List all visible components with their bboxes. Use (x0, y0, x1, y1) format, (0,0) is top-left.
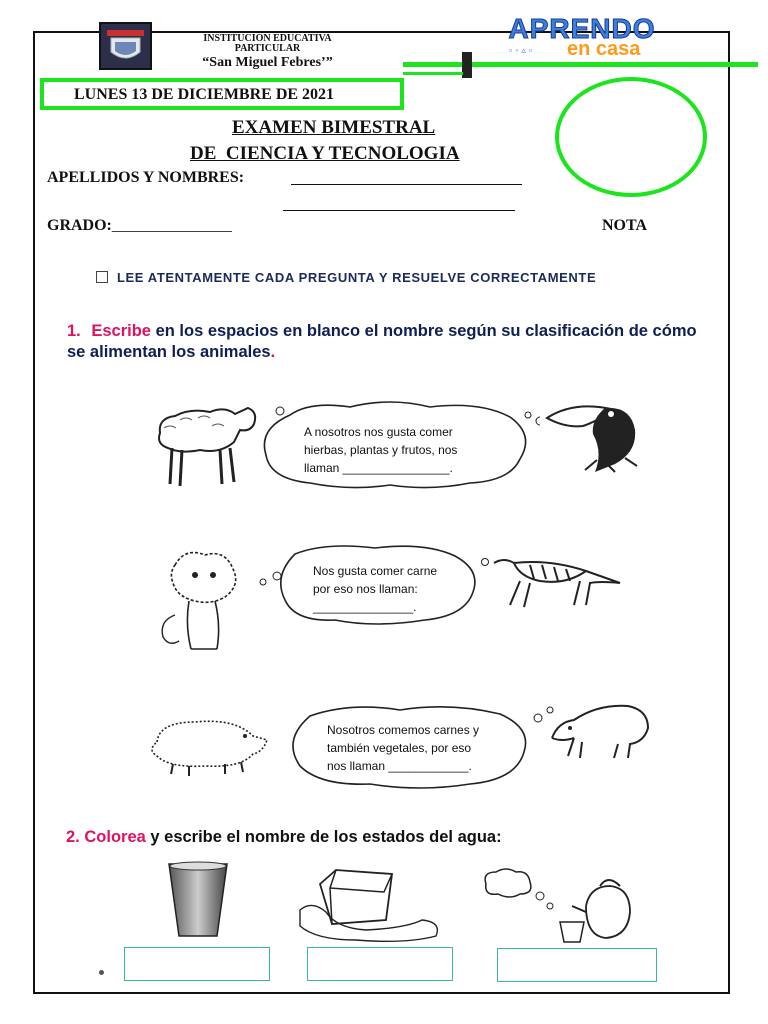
grade-blank[interactable]: _______________ (111, 217, 232, 234)
exam-subject: DE CIENCIA Y TECNOLOGIA (190, 143, 460, 164)
bubble-2-text (313, 562, 437, 616)
question-1 (67, 321, 717, 363)
bubble-3-line2: también vegetales, por eso (327, 741, 472, 755)
institution-header (180, 34, 355, 71)
steaming-kettle-illustration (480, 866, 640, 946)
bubble-1-text (304, 423, 457, 477)
institution-line1: INSTITUCIÓN EDUCATIVA (203, 33, 332, 44)
institution-line2: PARTICULAR (234, 43, 301, 54)
grade-label-text: GRADO: (47, 217, 112, 234)
answer-box-solid[interactable] (307, 947, 453, 981)
bullet-dot (99, 970, 104, 975)
brand-shapes-icon: ▫◦▵▫ (509, 45, 536, 55)
names-label: APELLIDOS Y NOMBRES: (47, 169, 245, 186)
glass-of-water-illustration (167, 860, 229, 940)
brand-top-text: APRENDO (508, 13, 656, 44)
bubble-2-line3[interactable]: _______________. (313, 600, 417, 614)
brand-bottom-text: en casa (567, 38, 641, 60)
checkbox-icon (96, 271, 108, 283)
exam-title: EXAMEN BIMESTRAL (232, 117, 436, 138)
instruction-text: LEE ATENTAMENTE CADA PREGUNTA Y RESUELVE CORRECTAMENTE (117, 270, 597, 285)
bubble-2-line2: por eso nos llaman: (313, 582, 418, 596)
q1-verb: Escribe (91, 322, 151, 340)
q1-text: en los espacios en blanco el nombre según su clasificación de cómo se alimentan los animales (67, 322, 697, 361)
exam-date: LUNES 13 DE DICIEMBRE DE 2021 (74, 86, 335, 103)
names-blank-line-1[interactable] (291, 184, 522, 185)
toucan-illustration (545, 400, 640, 475)
q2-number: 2. (66, 828, 80, 846)
ice-cube-illustration (296, 864, 446, 944)
question-2 (66, 828, 502, 847)
lion-illustration (155, 545, 250, 660)
sheep-illustration (150, 398, 260, 490)
pig-illustration (145, 712, 270, 777)
q2-text: y escribe el nombre de los estados del agua: (145, 828, 502, 846)
q2-verb: Colorea (84, 828, 146, 846)
line-marker (462, 52, 472, 78)
bubble-1-line1: A nosotros nos gusta comer (304, 425, 453, 439)
tiger-illustration (490, 555, 625, 610)
green-line (403, 62, 758, 67)
answer-box-gas[interactable] (497, 948, 657, 982)
grade-circle (555, 77, 707, 197)
bubble-3-line3[interactable]: nos llaman ____________. (327, 759, 472, 773)
q1-number: 1. (67, 322, 81, 340)
date-box (40, 78, 404, 110)
green-line-short (403, 72, 463, 75)
names-blank-line-2[interactable] (283, 210, 515, 211)
grade-label (47, 217, 232, 235)
score-label: NOTA (602, 217, 648, 234)
bubble-3-text (327, 721, 479, 775)
institution-name: “San Miguel Febres’” (202, 55, 333, 70)
boar-illustration (548, 698, 653, 760)
school-logo (99, 22, 152, 70)
bubble-1-line2: hierbas, plantas y frutos, nos (304, 443, 458, 457)
bubble-1-line3[interactable]: llaman ________________. (304, 461, 453, 475)
bubble-3-line1: Nosotros comemos carnes y (327, 723, 480, 737)
aprendo-en-casa-logo (505, 14, 665, 58)
answer-box-liquid[interactable] (124, 947, 270, 981)
q1-end: . (270, 343, 276, 361)
bubble-2-line1: Nos gusta comer carne (313, 564, 438, 578)
